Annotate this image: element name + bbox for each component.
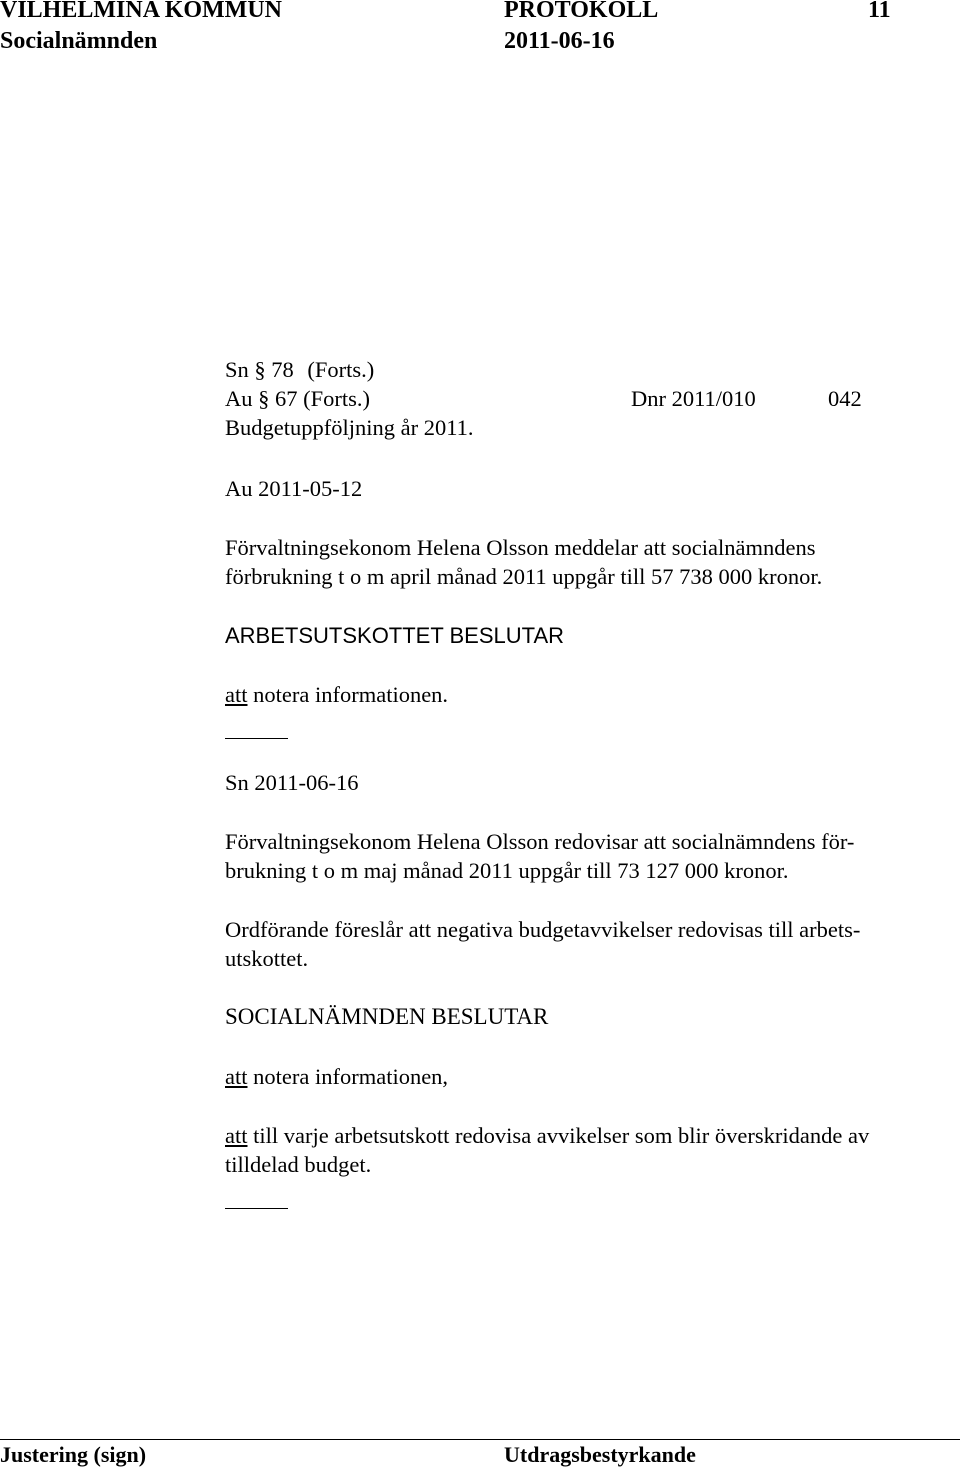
document-type: PROTOKOLL [504,0,659,23]
committee-name: Socialnämnden [0,28,158,54]
au-number: 67 [275,386,298,411]
au-heading: Au 2011-05-12 [225,476,363,501]
section-sign: § [254,357,266,382]
decision-text: notera informationen. [247,682,449,707]
sn-label: Sn [225,357,249,382]
au-paragraph-line: förbrukning t o m april månad 2011 uppgår till 57 738 000 kronor. [225,564,823,589]
separator-line [225,738,288,739]
diary-code: 042 [828,386,862,411]
sn-paragraph-ref [225,355,374,384]
sn-paragraph-line: utskottet. [225,946,309,971]
att-word: att [225,1123,248,1148]
page-number: 11 [868,0,891,23]
sn-decision-2 [225,1121,869,1150]
au-decision [225,680,448,709]
au-label: Au [225,386,253,411]
au-paragraph-ref [225,384,370,413]
au-decision-heading: ARBETSUTSKOTTET BESLUTAR [225,623,565,648]
sn-heading: Sn 2011-06-16 [225,770,359,795]
sn-forts: (Forts.) [307,357,375,382]
footer-line [0,1439,960,1440]
sn-paragraph-line: Förvaltningsekonom Helena Olsson redovisar att socialnämndens för- [225,829,855,854]
section-sign: § [258,386,270,411]
att-word: att [225,682,248,707]
municipality-name: VILHELMINA KOMMUN [0,0,282,23]
item-title: Budgetuppföljning år 2011. [225,415,474,440]
meeting-date: 2011-06-16 [504,28,615,54]
sn-decision-2-continuation: tilldelad budget. [225,1152,372,1177]
sn-paragraph-line: brukning t o m maj månad 2011 uppgår till 73 127 000 kronor. [225,858,789,883]
au-paragraph-line: Förvaltningsekonom Helena Olsson meddelar att socialnämndens [225,535,816,560]
sn-decision-heading: SOCIALNÄMNDEN BESLUTAR [225,1004,549,1029]
decision-text: notera informationen, [247,1064,449,1089]
sn-number: 78 [271,357,294,382]
utdragsbestyrkande-label: Utdragsbestyrkande [504,1442,696,1467]
justering-label: Justering (sign) [0,1442,147,1467]
decision-text: till varje arbetsutskott redovisa avvikelser som blir överskridande av [247,1123,870,1148]
separator-line [225,1208,288,1209]
sn-paragraph-line: Ordförande föreslår att negativa budgetavvikelser redovisas till arbets- [225,917,861,942]
sn-decision-1 [225,1062,448,1091]
diary-number: Dnr 2011/010 [631,386,756,411]
au-forts: (Forts.) [303,386,370,411]
att-word: att [225,1064,248,1089]
